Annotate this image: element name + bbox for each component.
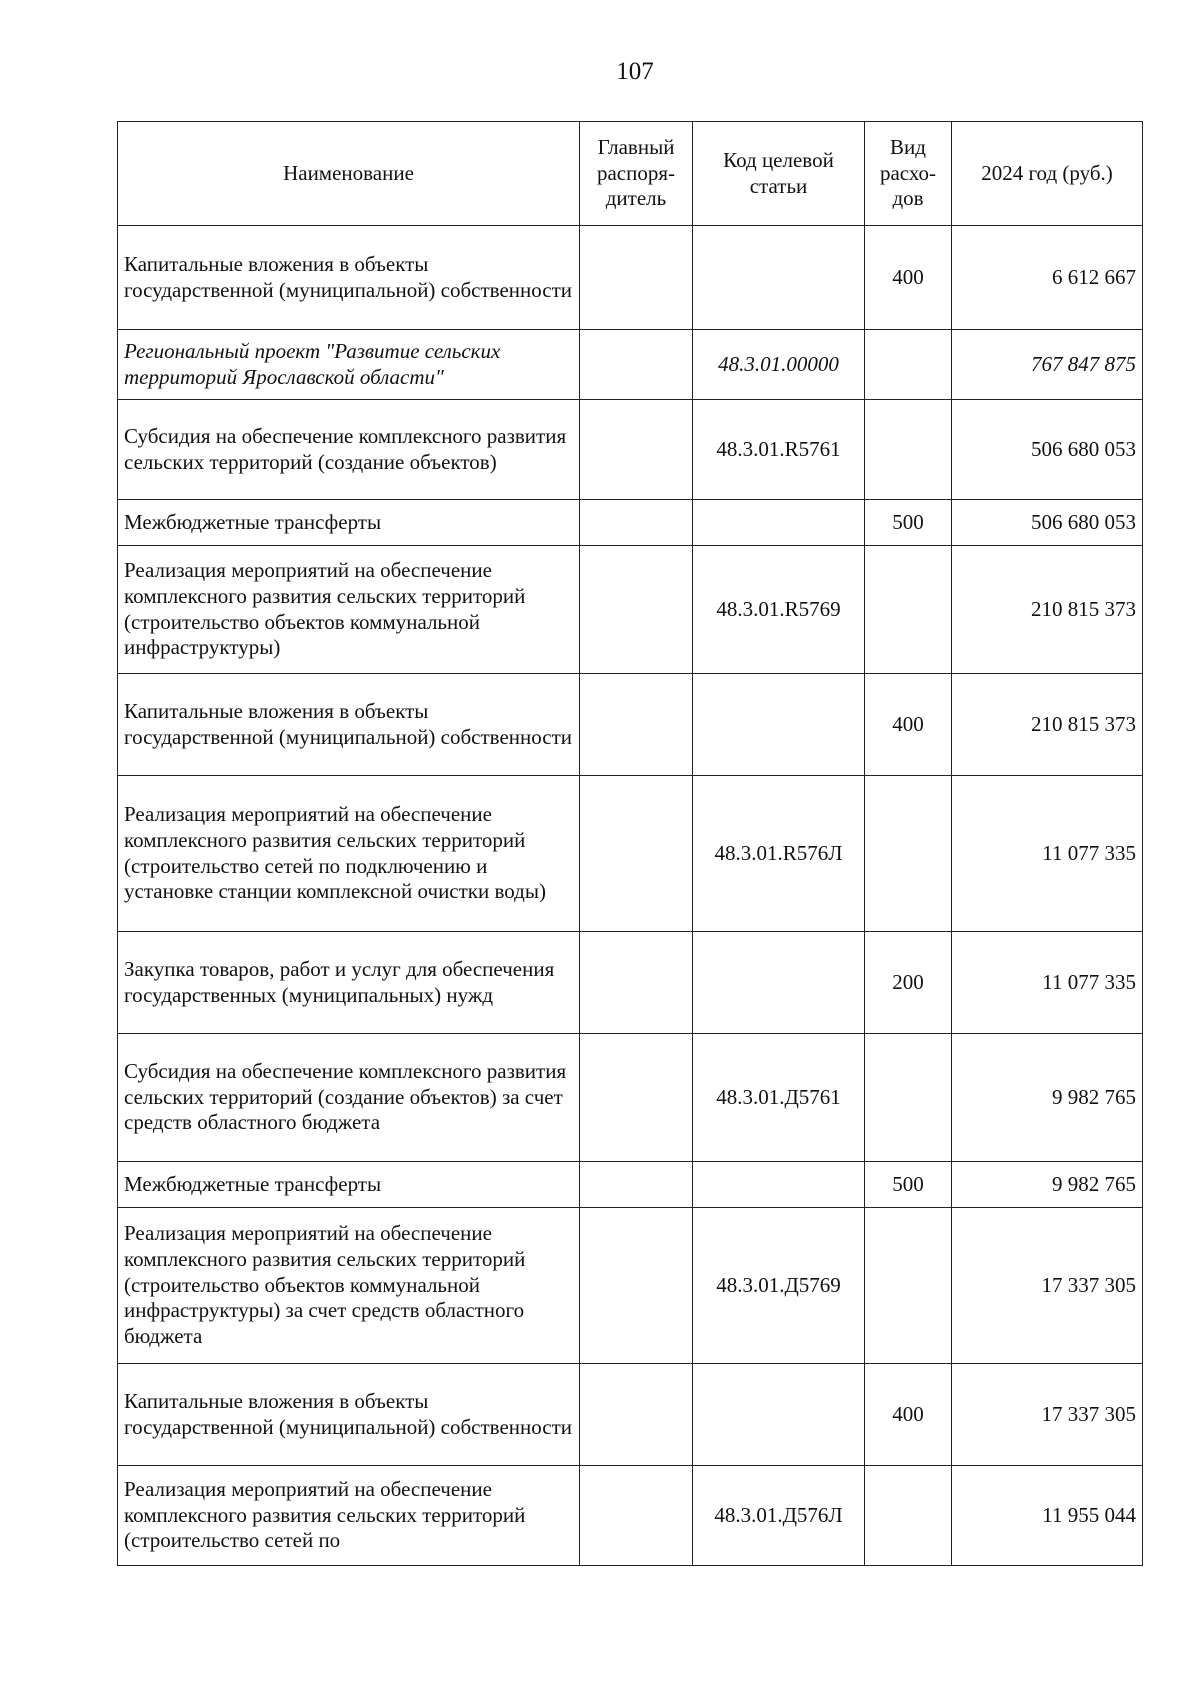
amount-cell: 210 815 373 xyxy=(952,674,1143,776)
amount-cell: 17 337 305 xyxy=(952,1208,1143,1364)
table-row xyxy=(118,1466,1143,1566)
code-cell: 48.3.01.R5769 xyxy=(693,546,865,674)
type-cell xyxy=(865,1466,952,1566)
name-cell: Капитальные вложения в объекты государственной (муниципальной) собственности xyxy=(118,674,580,776)
type-cell: 500 xyxy=(865,1162,952,1208)
budget-table xyxy=(117,121,1143,1566)
amount-cell: 9 982 765 xyxy=(952,1162,1143,1208)
type-cell: 500 xyxy=(865,500,952,546)
type-cell xyxy=(865,1034,952,1162)
manager-cell xyxy=(580,500,693,546)
header-amount: 2024 год (руб.) xyxy=(952,122,1143,226)
name-cell: Капитальные вложения в объекты государственной (муниципальной) собственности xyxy=(118,1364,580,1466)
code-cell: 48.3.01.Д5761 xyxy=(693,1034,865,1162)
manager-cell xyxy=(580,932,693,1034)
name-cell: Реализация мероприятий на обеспечение комплексного развития сельских территорий (строительство сетей по xyxy=(118,1466,580,1566)
header-manager: Главный распоря-дитель xyxy=(580,122,693,226)
table-row xyxy=(118,226,1143,330)
amount-cell: 767 847 875 xyxy=(952,330,1143,400)
code-cell xyxy=(693,1364,865,1466)
manager-cell xyxy=(580,330,693,400)
header-type: Вид расхо-дов xyxy=(865,122,952,226)
amount-cell: 6 612 667 xyxy=(952,226,1143,330)
name-cell: Закупка товаров, работ и услуг для обеспечения государственных (муниципальных) нужд xyxy=(118,932,580,1034)
table-row xyxy=(118,1208,1143,1364)
manager-cell xyxy=(580,1364,693,1466)
table-row xyxy=(118,1034,1143,1162)
table-body xyxy=(118,226,1143,1566)
manager-cell xyxy=(580,674,693,776)
code-cell xyxy=(693,674,865,776)
code-cell: 48.3.01.R5761 xyxy=(693,400,865,500)
amount-cell: 210 815 373 xyxy=(952,546,1143,674)
type-cell xyxy=(865,400,952,500)
table-row xyxy=(118,1364,1143,1466)
name-cell: Субсидия на обеспечение комплексного развития сельских территорий (создание объектов) за счет средств областного бюджета xyxy=(118,1034,580,1162)
table-row xyxy=(118,776,1143,932)
header-code: Код целевой статьи xyxy=(693,122,865,226)
manager-cell xyxy=(580,1034,693,1162)
manager-cell xyxy=(580,1162,693,1208)
table-row xyxy=(118,500,1143,546)
amount-cell: 506 680 053 xyxy=(952,400,1143,500)
manager-cell xyxy=(580,226,693,330)
name-cell: Капитальные вложения в объекты государственной (муниципальной) собственности xyxy=(118,226,580,330)
amount-cell: 506 680 053 xyxy=(952,500,1143,546)
table-row xyxy=(118,932,1143,1034)
name-cell: Реализация мероприятий на обеспечение комплексного развития сельских территорий (строительство объектов коммунальной инфраструктуры) xyxy=(118,546,580,674)
type-cell: 400 xyxy=(865,226,952,330)
amount-cell: 11 077 335 xyxy=(952,776,1143,932)
page-number: 107 xyxy=(616,58,654,85)
type-cell xyxy=(865,330,952,400)
code-cell xyxy=(693,1162,865,1208)
table-row xyxy=(118,546,1143,674)
type-cell xyxy=(865,546,952,674)
amount-cell: 17 337 305 xyxy=(952,1364,1143,1466)
manager-cell xyxy=(580,776,693,932)
amount-cell: 11 955 044 xyxy=(952,1466,1143,1566)
header-name: Наименование xyxy=(118,122,580,226)
name-cell: Межбюджетные трансферты xyxy=(118,500,580,546)
name-cell: Региональный проект "Развитие сельских территорий Ярославской области" xyxy=(118,330,580,400)
name-cell: Субсидия на обеспечение комплексного развития сельских территорий (создание объектов) xyxy=(118,400,580,500)
table-row xyxy=(118,330,1143,400)
table-row xyxy=(118,1162,1143,1208)
type-cell xyxy=(865,776,952,932)
name-cell: Межбюджетные трансферты xyxy=(118,1162,580,1208)
manager-cell xyxy=(580,1466,693,1566)
code-cell xyxy=(693,226,865,330)
amount-cell: 11 077 335 xyxy=(952,932,1143,1034)
type-cell: 400 xyxy=(865,674,952,776)
table-row xyxy=(118,400,1143,500)
code-cell: 48.3.01.00000 xyxy=(693,330,865,400)
amount-cell: 9 982 765 xyxy=(952,1034,1143,1162)
type-cell xyxy=(865,1208,952,1364)
type-cell: 400 xyxy=(865,1364,952,1466)
manager-cell xyxy=(580,1208,693,1364)
code-cell: 48.3.01.R576Л xyxy=(693,776,865,932)
code-cell: 48.3.01.Д5769 xyxy=(693,1208,865,1364)
code-cell xyxy=(693,932,865,1034)
code-cell: 48.3.01.Д576Л xyxy=(693,1466,865,1566)
manager-cell xyxy=(580,400,693,500)
type-cell: 200 xyxy=(865,932,952,1034)
name-cell: Реализация мероприятий на обеспечение комплексного развития сельских территорий (строительство сетей по подключению и установке станции комплексной очистки воды) xyxy=(118,776,580,932)
table-row xyxy=(118,674,1143,776)
name-cell: Реализация мероприятий на обеспечение комплексного развития сельских территорий (строительство объектов коммунальной инфраструктуры) за счет средств областного бюджета xyxy=(118,1208,580,1364)
table-header xyxy=(118,122,1143,226)
code-cell xyxy=(693,500,865,546)
manager-cell xyxy=(580,546,693,674)
